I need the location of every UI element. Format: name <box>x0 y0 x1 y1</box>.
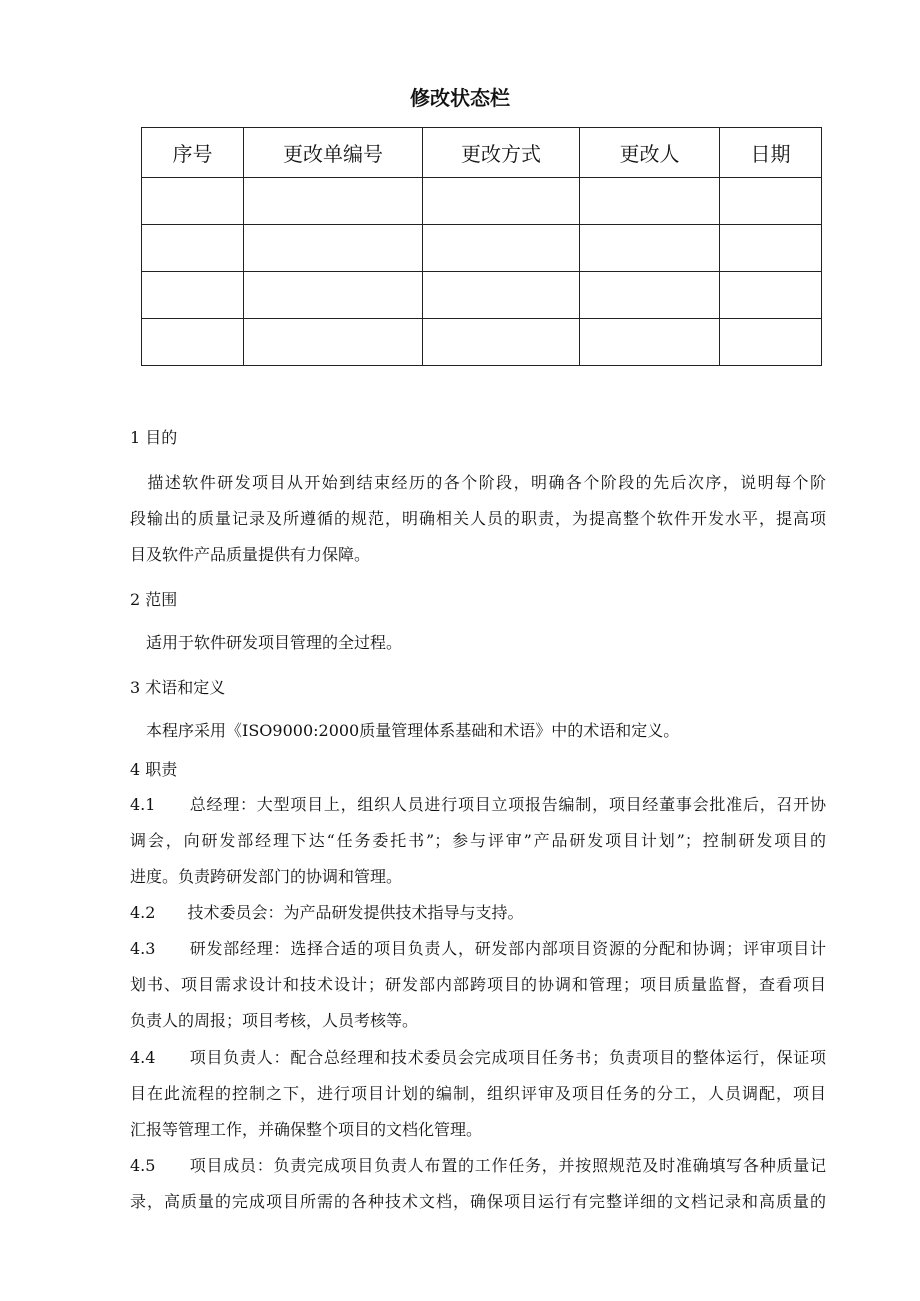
table-cell <box>580 225 720 272</box>
paragraph-line: 本程序采用《ISO9000:2000质量管理体系基础和术语》中的术语和定义。 <box>130 721 680 740</box>
table-cell <box>142 272 244 319</box>
header-serial: 序号 <box>142 128 244 178</box>
paragraph-line: 负责人的周报；项目考核，人员考核等。 <box>130 1011 419 1030</box>
paragraph-line: 适用于软件研发项目管理的全过程。 <box>130 633 403 652</box>
table-cell <box>142 225 244 272</box>
section-heading: 3 术语和定义 <box>130 678 226 697</box>
table-row <box>142 319 822 366</box>
revision-table <box>141 127 822 366</box>
paragraph-line: 描述软件研发项目从开始到结束经历的各个阶段，明确各个阶段的先后次序，说明每个阶 <box>130 473 826 492</box>
table-cell <box>423 319 580 366</box>
table-cell <box>580 178 720 225</box>
table-cell <box>720 319 822 366</box>
table-row <box>142 178 822 225</box>
paragraph-line: 划书、项目需求设计和技术设计；研发部内部跨项目的协调和管理；项目质量监督，查看项目 <box>130 975 826 994</box>
table-cell <box>720 272 822 319</box>
table-cell <box>244 272 423 319</box>
table-cell <box>423 178 580 225</box>
paragraph-line: 录，高质量的完成项目所需的各种技术文档，确保项目运行有完整详细的文档记录和高质量的 <box>130 1192 826 1211</box>
table-row <box>142 225 822 272</box>
header-date: 日期 <box>720 128 822 178</box>
table-cell <box>720 178 822 225</box>
header-change-no: 更改单编号 <box>244 128 423 178</box>
table-cell <box>142 178 244 225</box>
paragraph-line: 进度。负责跨研发部门的协调和管理。 <box>130 867 403 886</box>
paragraph-line: 目及软件产品质量提供有力保障。 <box>130 545 371 564</box>
paragraph-line: 调会，向研发部经理下达“任务委托书”；参与评审”产品研发项目计划”；控制研发项目的 <box>130 831 826 850</box>
table-cell <box>580 272 720 319</box>
table-cell <box>244 225 423 272</box>
paragraph-line: 4.3 研发部经理：选择合适的项目负责人，研发部内部项目资源的分配和协调；评审项目计 <box>130 939 826 958</box>
section-heading: 1 目的 <box>130 428 178 447</box>
page-title: 修改状态栏 <box>410 86 510 110</box>
paragraph-line: 4.5 项目成员：负责完成项目负责人布置的工作任务，并按照规范及时准确填写各种质量记 <box>130 1156 826 1175</box>
table-row <box>142 272 822 319</box>
paragraph-line: 目在此流程的控制之下，进行项目计划的编制，组织评审及项目任务的分工，人员调配，项目 <box>130 1084 826 1103</box>
section-heading: 4 职责 <box>130 760 178 779</box>
header-changer: 更改人 <box>580 128 720 178</box>
table-cell <box>142 319 244 366</box>
table-cell <box>423 225 580 272</box>
paragraph-line: 4.2 技术委员会：为产品研发提供技术指导与支持。 <box>130 903 524 922</box>
paragraph-line: 4.4 项目负责人：配合总经理和技术委员会完成项目任务书；负责项目的整体运行，保证项 <box>130 1048 826 1067</box>
table-cell <box>580 319 720 366</box>
section-heading: 2 范围 <box>130 590 178 609</box>
table-cell <box>244 178 423 225</box>
paragraph-line: 汇报等管理工作，并确保整个项目的文档化管理。 <box>130 1120 483 1139</box>
table-header-row <box>142 128 822 178</box>
paragraph-line: 4.1 总经理：大型项目上，组织人员进行项目立项报告编制，项目经董事会批准后，召开协 <box>130 795 826 814</box>
paragraph-line: 段输出的质量记录及所遵循的规范，明确相关人员的职责，为提高整个软件开发水平，提高项 <box>130 509 826 528</box>
table-cell <box>720 225 822 272</box>
table-cell <box>423 272 580 319</box>
table-cell <box>244 319 423 366</box>
header-change-method: 更改方式 <box>423 128 580 178</box>
